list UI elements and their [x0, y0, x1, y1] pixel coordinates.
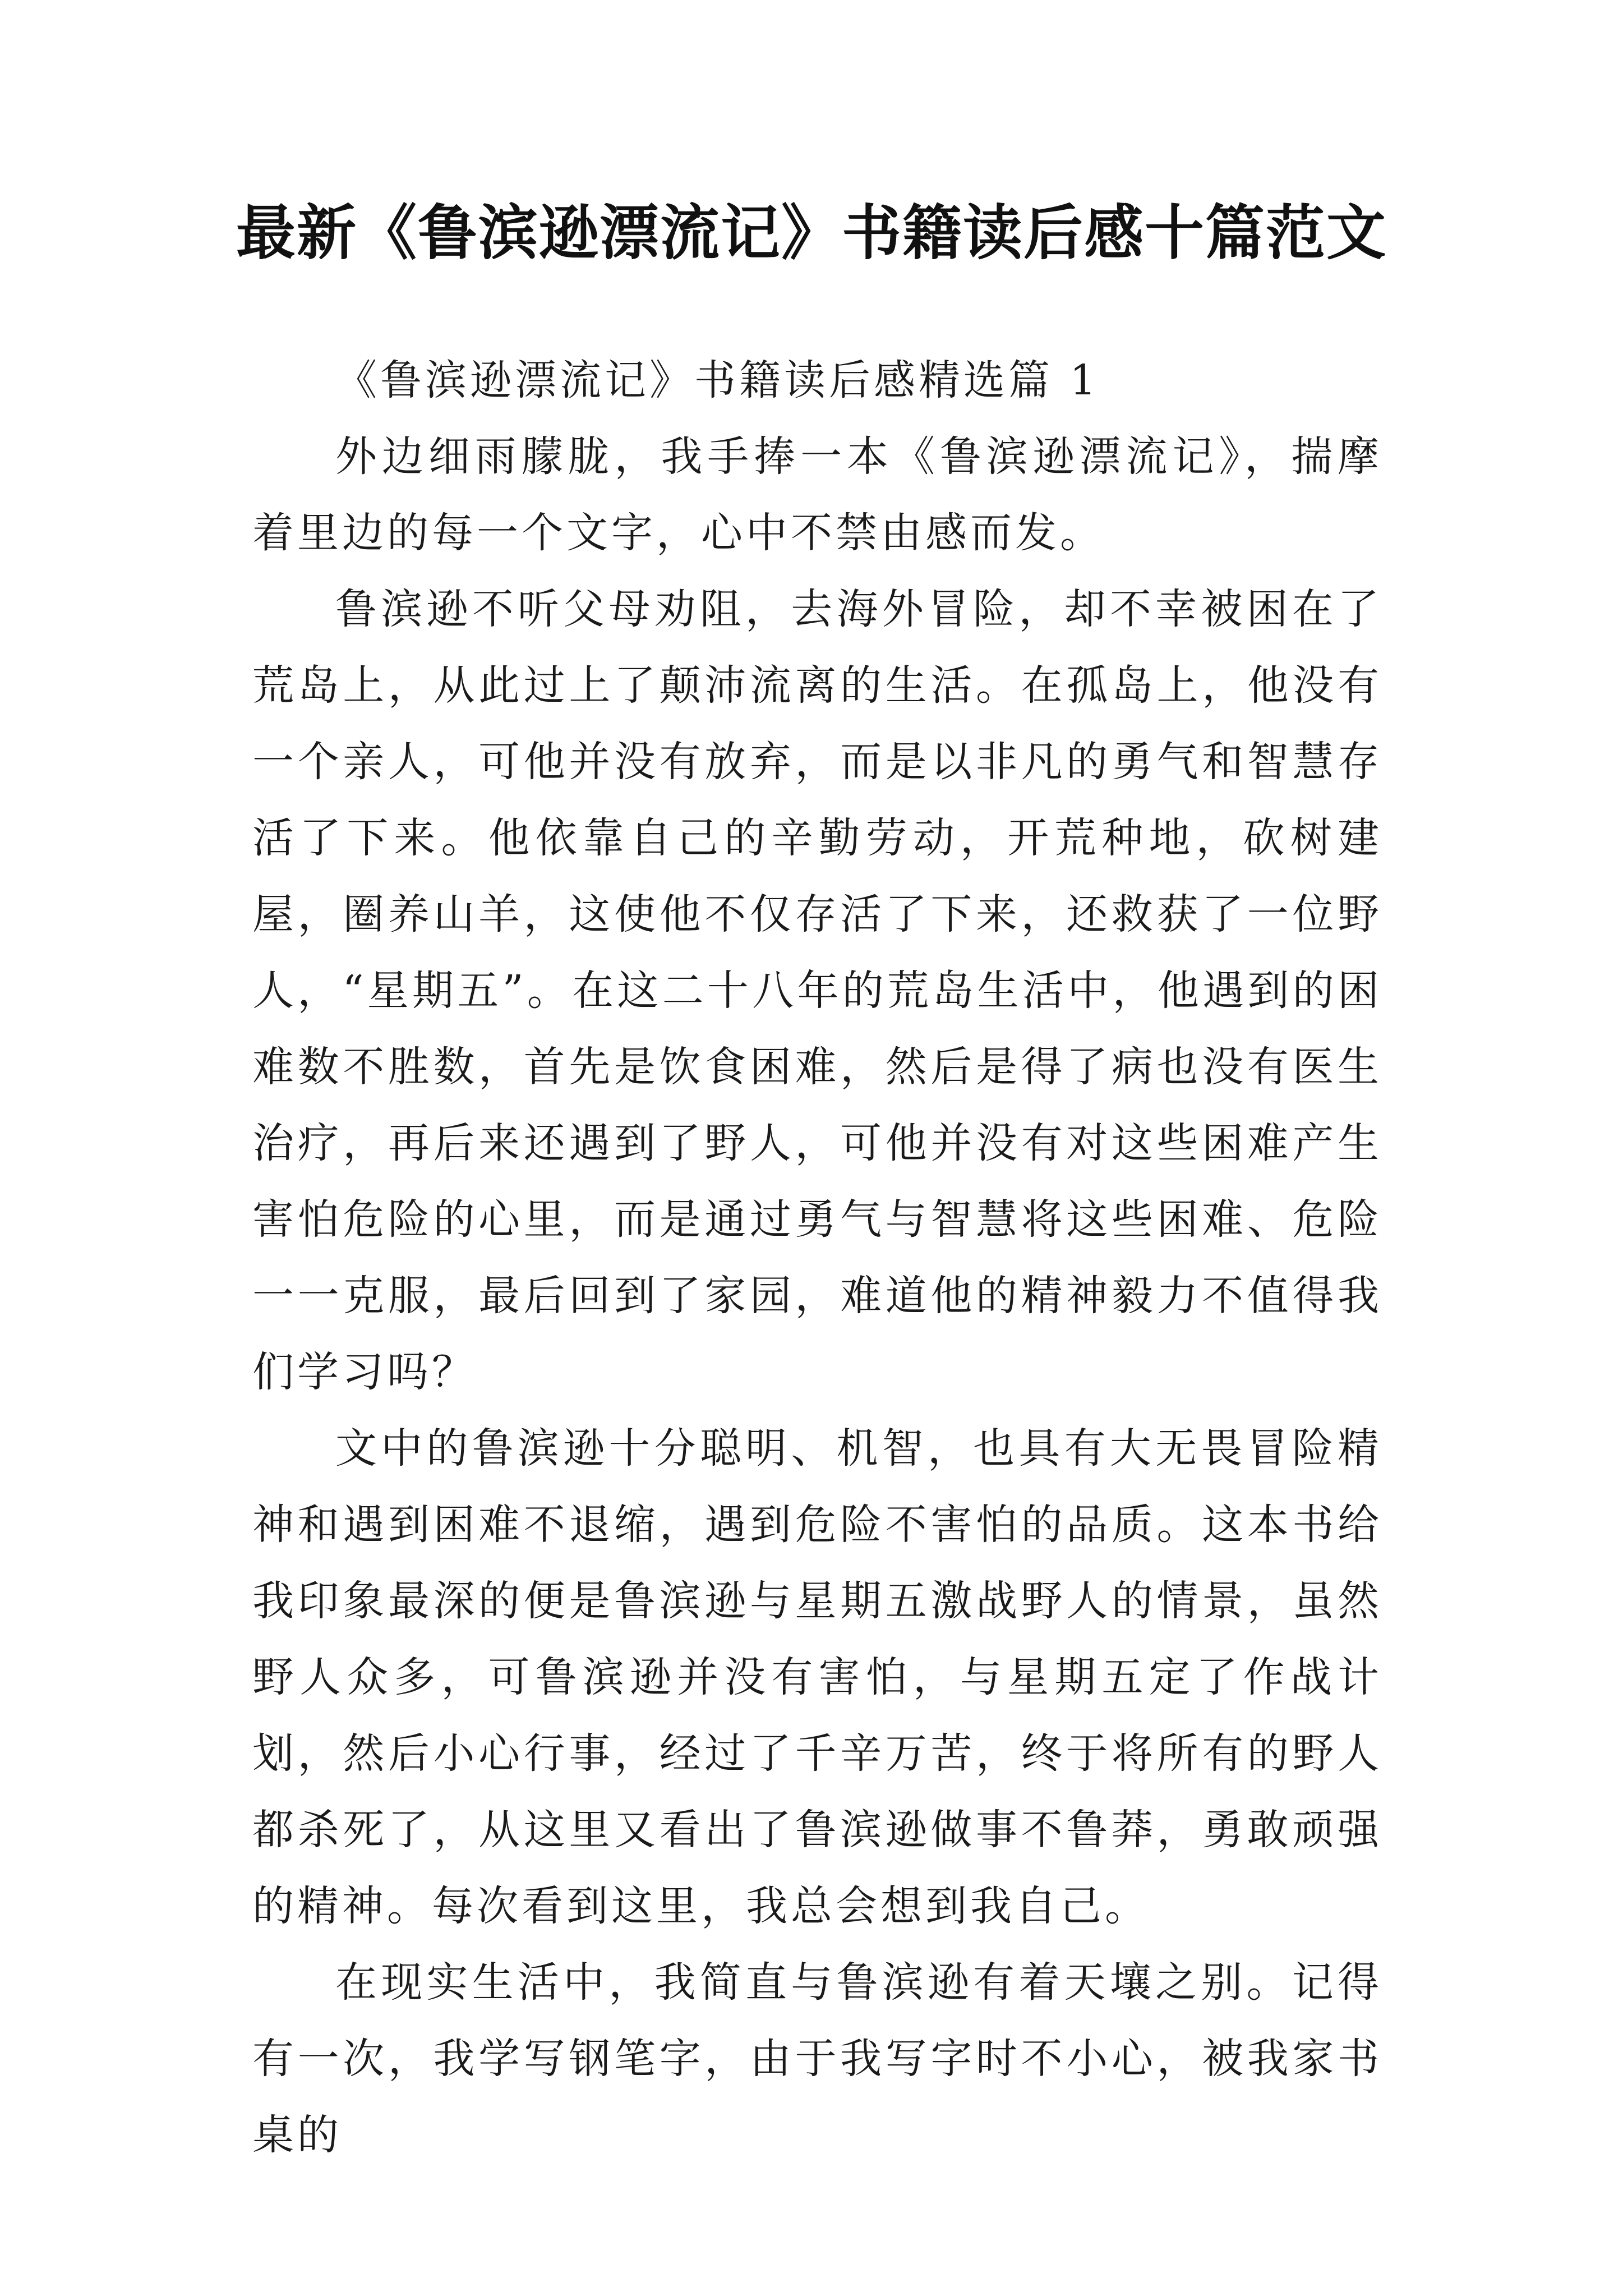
paragraph: 在现实生活中，我简直与鲁滨逊有着天壤之别。记得有一次，我学写钢笔字，由于我写字时不小心，被我家书桌的 [252, 1958, 1382, 2159]
document-title: 最新《鲁滨逊漂流记》书籍读后感十篇范文 [236, 197, 1387, 268]
document-body [252, 342, 1382, 2173]
section-heading: 《鲁滨逊漂流记》书籍读后感精选篇 1 [335, 356, 1100, 404]
paragraph: 外边细雨朦胧，我手捧一本《鲁滨逊漂流记》，揣摩着里边的每一个文字，心中不禁由感而发。 [252, 432, 1382, 557]
paragraph: 鲁滨逊不听父母劝阻，去海外冒险，却不幸被困在了荒岛上，从此过上了颠沛流离的生活。在孤岛上，他没有一个亲人，可他并没有放弃，而是以非凡的勇气和智慧存活了下来。他依靠自己的辛勤劳动，开荒种地，砍树建屋，圈养山羊，这使他不仅存活了下来，还救获了一位野人，“星期五”。在这二十八年的荒岛生活中，他遇到的困难数不胜数，首先是饮食困难，然后是得了病也没有医生治疗，再后来还遇到了野人，可他并没有对这些困难产生害怕危险的心里，而是通过勇气与智慧将这些困难、危险一一克服，最后回到了家园，难道他的精神毅力不值得我们学习吗？ [252, 585, 1382, 1396]
paragraph: 文中的鲁滨逊十分聪明、机智，也具有大无畏冒险精神和遇到困难不退缩，遇到危险不害怕的品质。这本书给我印象最深的便是鲁滨逊与星期五激战野人的情景，虽然野人众多，可鲁滨逊并没有害怕，与星期五定了作战计划，然后小心行事，经过了千辛万苦，终于将所有的野人都杀死了，从这里又看出了鲁滨逊做事不鲁莽，勇敢顽强的精神。每次看到这里，我总会想到我自己。 [252, 1424, 1382, 1930]
